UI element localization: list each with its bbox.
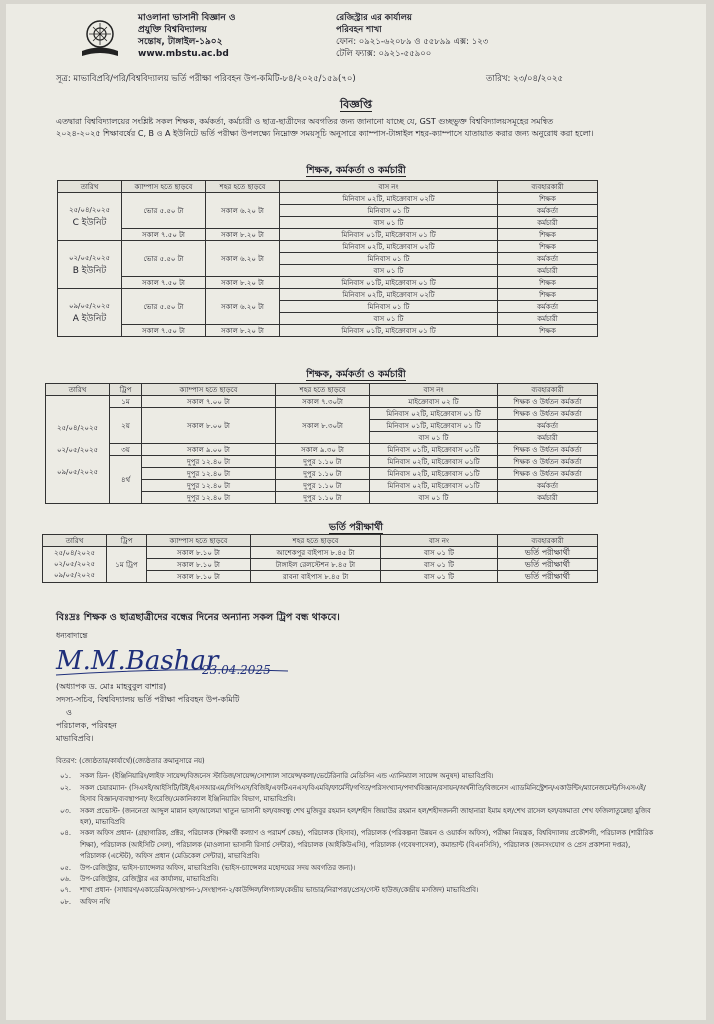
signer-title-2: পরিচালক, পরিবহন <box>56 721 117 730</box>
campus-time-cell: সকাল ৭.৫০ টা <box>122 277 206 289</box>
city-time-cell: সকাল ৮.২০ টা <box>206 325 280 337</box>
col-campus-departure: ক্যাম্পাস হতে ছাড়বে <box>147 535 251 547</box>
campus-time-cell: সকাল ৮.১০ টা <box>147 571 251 583</box>
table-row <box>46 444 598 456</box>
city-time-cell: সকাল ৮.২০ টা <box>206 277 280 289</box>
user-cell: শিক্ষক ও উর্ধতন কর্মকর্তা <box>498 456 598 468</box>
user-cell: শিক্ষক <box>498 241 598 253</box>
col-user: ব্যবহারকারী <box>498 181 598 193</box>
table-row <box>46 456 598 468</box>
campus-time-cell: সকাল ৭.৫০ টা <box>122 325 206 337</box>
col-user: ব্যবহারকারী <box>498 384 598 396</box>
user-cell: শিক্ষক <box>498 193 598 205</box>
user-cell: শিক্ষক ও উর্ধতন কর্মকর্তা <box>498 396 598 408</box>
bus-cell: মিনিবাস ০১টি, মাইক্রোবাস ০১ টি <box>280 325 498 337</box>
table2-title: শিক্ষক, কর্মকর্তা ও কর্মচারী <box>306 369 406 380</box>
col-date: তারিখ <box>58 181 122 193</box>
campus-time-cell: সকাল ৭.৫০ টা <box>122 229 206 241</box>
campus-time-cell: সকাল ৮.১০ টা <box>147 559 251 571</box>
table-row <box>46 408 598 420</box>
col-bus: বাস নং <box>381 535 498 547</box>
university-logo-icon <box>80 14 120 58</box>
university-website: www.mbstu.ac.bd <box>138 49 229 59</box>
date-cell: ২৫/০৪/২০২৫ ০২/০৫/২০২৫ ০৯/০৫/২০২৫ <box>43 547 107 583</box>
table-row <box>46 396 598 408</box>
col-user: ব্যবহারকারী <box>498 535 598 547</box>
date-cell: ২৫/০৪/২০২৫ ০২/০৫/২০২৫ ০৯/০৫/২০২৫ <box>46 396 110 504</box>
table-row <box>58 229 598 241</box>
city-time-cell: সকাল ৮.৩০টা <box>276 408 370 444</box>
user-cell: কর্মচারী <box>498 492 598 504</box>
note-line: বিঃদ্রঃ শিক্ষক ও ছাত্রছাত্রীদের বন্ধের দিনের অন্যান্য সকল ট্রিপ বন্ধ থাকবে। <box>56 612 340 623</box>
campus-time-cell: দুপুর ১২.৪০ টা <box>142 468 276 480</box>
table-header-row <box>46 384 598 396</box>
table-row <box>43 547 598 559</box>
list-item: ০৭. শাখা প্রধান- (সাধারণ/একাডেমিক/সংস্থাপন-১/সংস্থাপন-২/কাউন্সিল/লিগ্যাল/কেন্দ্রীয় ভান্ডার/নিরাপত্তা/প্রেস/গেস্ট হাউজ/কেন্দ্রীয় মসজিদ) মাভাবিপ্রবি। <box>60 886 479 895</box>
trip-cell: ৩য় <box>110 444 142 456</box>
bus-cell: মিনিবাস ০১টি, মাইক্রোবাস ০১ টি <box>280 277 498 289</box>
university-block <box>138 12 236 60</box>
office-name: রেজিস্ট্রার এর কার্যালয় <box>336 13 412 23</box>
city-time-cell: সকাল ৬.২০ টা <box>206 241 280 277</box>
candidate-schedule-table <box>42 534 598 583</box>
bus-cell: মিনিবাস ০১টি, মাইক্রোবাস ০১ টি <box>370 420 498 432</box>
trip-cell: ১ম <box>110 396 142 408</box>
staff-schedule-table-1 <box>57 180 598 337</box>
list-item: ০৫. উপ-রেজিস্ট্রার, ভাইস-চ্যান্সেলর অফিস, মাভাবিপ্রবি। (ভাইস-চ্যান্সেলর মহোদয়ের সদয় অবগতির জন্য)। <box>60 863 356 872</box>
user-cell: কর্মকর্তা <box>498 480 598 492</box>
bus-cell: মিনিবাস ০১টি, মাইক্রোবাস ০১ টি <box>280 229 498 241</box>
campus-time-cell: দুপুর ১২.৪০ টা <box>142 492 276 504</box>
user-cell: কর্মচারী <box>498 217 598 229</box>
signer-and: ও <box>66 708 72 717</box>
table3-title: ভর্তি পরীক্ষার্থী <box>329 522 383 533</box>
university-address: সন্তোষ, টাঙ্গাইল-১৯০২ <box>138 37 223 47</box>
city-time-cell: দুপুর ১.১০ টা <box>276 480 370 492</box>
city-time-cell: সকাল ৬.২০ টা <box>206 193 280 229</box>
notice-title: বিজ্ঞপ্তি <box>340 98 372 111</box>
thanks-line: ধন্যবাদান্তে <box>56 631 88 640</box>
date-cell: ০৯/০৫/২০২৫ A ইউনিট <box>58 289 122 337</box>
city-time-cell: টাঙ্গাইল রেলস্টেশন ৮.৪৫ টা <box>251 559 381 571</box>
bus-cell: বাস ০১ টি <box>280 313 498 325</box>
campus-time-cell: ভোর ৫.৫০ টা <box>122 193 206 229</box>
user-cell: ভর্তি পরীক্ষার্থী <box>498 547 598 559</box>
trip-cell: ৪র্থ <box>110 456 142 504</box>
signer-org: মাভাবিপ্রবি। <box>56 734 94 743</box>
campus-time-cell: ভোর ৫.৫০ টা <box>122 289 206 325</box>
notice-document <box>6 4 706 1020</box>
list-item: ০১. সকল ডিন- (ইঞ্জিনিয়ারিং/লাইফ সায়েন্স/বিজনেস স্টাডিজ/সায়েন্স/সোশ্যাল সায়েন্স/কলা/ভেটেরিনারি মেডিসিন এন্ড এ্যানিম্যাল সায়েন্স অনুষদ) মাভাবিপ্রবি। <box>60 772 494 781</box>
table-row <box>58 325 598 337</box>
list-item: ০২. সকল চেয়ারম্যান- (সিএসই/আইসিটি/টিই/ইএসআরএম/সিপিএস/বিজিই/এফটিএনএস/বিএমবি/ফার্মেসী/গণিত/পরিসংখ্যান/পদার্থবিজ্ঞান/রসায়ন/অর্থনীতি/বিজনেস এ্যাডমিনিস্ট্রেশন/একাউন্টিং/ম্যানেজমেন্ট/সিএসএই/হিসাব বিজ্ঞান/ব্যবস্থাপনা/ ইংরেজি/মেকানিক্যাল ইঞ্জিনিয়ারিং বিভাগ, মাভাবিপ্রবি। <box>60 783 646 804</box>
svg-text:23.04.2025: 23.04.2025 <box>202 663 271 677</box>
bus-cell: বাস ০১ টি <box>370 492 498 504</box>
table1-title: শিক্ষক, কর্মকর্তা ও কর্মচারী <box>306 165 406 176</box>
bus-cell: মিনিবাস ০২টি, মাইক্রোবাস ০২টি <box>280 241 498 253</box>
city-time-cell: সকাল ৮.২০ টা <box>206 229 280 241</box>
city-time-cell: সকাল ৬.২০ টা <box>206 289 280 325</box>
user-cell: ভর্তি পরীক্ষার্থী <box>498 571 598 583</box>
user-cell: শিক্ষক ও উর্ধতন কর্মকর্তা <box>498 444 598 456</box>
bus-cell: মিনিবাস ০১ টি <box>280 205 498 217</box>
col-bus: বাস নং <box>370 384 498 396</box>
user-cell: শিক্ষক ও উর্ধতন কর্মকর্তা <box>498 468 598 480</box>
intro-paragraph: এতদ্বারা বিশ্ববিদ্যালয়ের সংশ্লিষ্ট সকল শিক্ষক, কর্মকর্তা, কর্মচারী ও ছাত্র-ছাত্রীদের অবগতির জন্য জানানো যাচ্ছে যে, GST গুচ্ছভুক্ত বিশ্ববিদ্যালয়সমূহের সমন্বিত ২০২৪-২০২৫ শিক্ষাবর্ষের C, B ও A ইউনিটে ভর্তি পরীক্ষা উপলক্ষ্যে নিম্নোক্ত সময়সূচি অনুসারে ক্যাম্পাস-টাঙ্গাইল শহর-ক্যাম্পাসে যাতায়াত করার জন্য অনুরোধ করা হলো। <box>56 117 594 138</box>
city-time-cell: দুপুর ১.১০ টা <box>276 468 370 480</box>
handwritten-signature <box>52 641 292 679</box>
user-cell: শিক্ষক <box>498 277 598 289</box>
col-city-departure: শহর হতে ছাড়বে <box>206 181 280 193</box>
list-item: ০৬. উপ-রেজিস্ট্রার, রেজিস্ট্রার এর কার্যালয়, মাভাবিপ্রবি। <box>60 875 219 884</box>
city-time-cell: সকাল ৭.৩০টা <box>276 396 370 408</box>
office-block <box>336 12 488 60</box>
bus-cell: বাস ০১ টি <box>280 217 498 229</box>
col-date: তারিখ <box>43 535 107 547</box>
user-cell: কর্মকর্তা <box>498 420 598 432</box>
bus-cell: বাস ০১ টি <box>381 559 498 571</box>
user-cell: শিক্ষক <box>498 325 598 337</box>
table-header-row <box>58 181 598 193</box>
city-time-cell: দুপুর ১.১০ টা <box>276 456 370 468</box>
user-cell: ভর্তি পরীক্ষার্থী <box>498 559 598 571</box>
user-cell: কর্মকর্তা <box>498 253 598 265</box>
office-fax: টেলি ফ্যাক্স: ০৯২১-৫৫৯০০ <box>336 49 432 59</box>
bus-cell: বাস ০১ টি <box>370 432 498 444</box>
campus-time-cell: সকাল ৮.১০ টা <box>147 547 251 559</box>
bus-cell: মাইক্রোবাস ০২ টি <box>370 396 498 408</box>
col-trip: ট্রিপ <box>110 384 142 396</box>
user-cell: শিক্ষক ও উর্ধতন কর্মকর্তা <box>498 408 598 420</box>
user-cell: কর্মচারী <box>498 265 598 277</box>
table-row <box>58 241 598 253</box>
distribution-list <box>56 756 656 908</box>
city-time-cell: আশেকপুর বাইপাস ৮.৪৫ টা <box>251 547 381 559</box>
office-phone: ফোন: ০৯২১-৬২০৮৯ ও ৫৫৮৯৯ এক্স: ১২৩ <box>336 37 489 47</box>
bus-cell: মিনিবাস ০২টি, মাইক্রোবাস ০১টি <box>370 480 498 492</box>
col-date: তারিখ <box>46 384 110 396</box>
table-row <box>58 289 598 301</box>
university-name-line2: প্রযুক্তি বিশ্ববিদ্যালয় <box>138 25 207 35</box>
signer-name: (অধ্যাপক ড. মোঃ মাহবুবুল বাশার) <box>56 682 167 691</box>
university-name-line1: মাওলানা ভাসানী বিজ্ঞান ও <box>138 13 236 23</box>
reference-date: তারিখ: ২৩/০৪/২০২৫ <box>486 74 564 84</box>
bus-cell: বাস ০১ টি <box>381 547 498 559</box>
col-campus-departure: ক্যাম্পাস হতে ছাড়বে <box>122 181 206 193</box>
col-bus: বাস নং <box>280 181 498 193</box>
bus-cell: মিনিবাস ০১ টি <box>280 301 498 313</box>
list-item: ০৪. সকল অফিস প্রধান- (গ্রন্থাগারিক, প্রক্টর, পরিচালক (শিক্ষার্থী কল্যাণ ও পরামর্শ কেন্দ্র), পরিচালক (হিসাব), পরিচালক (পরিকল্পনা উন্নয়ন ও ওয়ার্কস অফিস), পরীক্ষা নিয়ন্ত্রক, বিশ্ববিদ্যালয় প্রকৌশলী, পরিচালক (শারীরিক শিক্ষা), পরিচালক (আইসিটি সেল), পরিচালক (মাওলানা ভাসানী রিসার্চ সেন্টার), পরিচালক (আইকিউএসি), পরিচালক (গবেষণাসেল), কমান্ডান্ট (বিএনসিসি), পরিচালক (জনসংযোগ ও প্রেস প্রকাশনা দপ্তর), পরিচালক (এস্টেট), অফিস প্রধান (মেডিকেল সেন্টার), মাভাবিপ্রবি। <box>60 829 654 861</box>
office-branch: পরিবহন শাখা <box>336 25 382 35</box>
bus-cell: মিনিবাস ০২টি, মাইক্রোবাস ০১টি <box>370 456 498 468</box>
col-city-departure: শহর হতে ছাড়বে <box>276 384 370 396</box>
city-time-cell: দুপুর ১.১০ টা <box>276 492 370 504</box>
user-cell: শিক্ষক <box>498 229 598 241</box>
trip-cell: ১ম ট্রিপ <box>107 547 147 583</box>
staff-schedule-table-2 <box>45 383 598 504</box>
col-campus-departure: ক্যাম্পাস হতে ছাড়বে <box>142 384 276 396</box>
reference-line <box>56 72 616 86</box>
bus-cell: মিনিবাস ০২টি, মাইক্রোবাস ০২টি <box>280 289 498 301</box>
user-cell: কর্মচারী <box>498 313 598 325</box>
campus-time-cell: দুপুর ১২.৪০ টা <box>142 480 276 492</box>
bus-cell: মিনিবাস ০১টি, মাইক্রোবাস ০১টি <box>370 444 498 456</box>
campus-time-cell: সকাল ৯.০০ টা <box>142 444 276 456</box>
city-time-cell: রাবনা বাইপাস ৮.৪৫ টা <box>251 571 381 583</box>
bus-cell: বাস ০১ টি <box>280 265 498 277</box>
col-city-departure: শহর হতে ছাড়বে <box>251 535 381 547</box>
bus-cell: মিনিবাস ০২টি, মাইক্রোবাস ০১ টি <box>370 408 498 420</box>
table-row <box>58 193 598 205</box>
distribution-heading: বিতরণ: (জ্যেষ্ঠতার/কার্যার্থে)(জ্যেষ্ঠতার ক্রমানুসারে নয়) <box>56 757 205 765</box>
bus-cell: মিনিবাস ০২টি, মাইক্রোবাস ০২টি <box>280 193 498 205</box>
list-item: ০৮. অফিস নথি <box>60 897 110 906</box>
campus-time-cell: ভোর ৫.৫০ টা <box>122 241 206 277</box>
trip-cell: ২য় <box>110 408 142 444</box>
user-cell: কর্মকর্তা <box>498 301 598 313</box>
date-cell: ২৫/০৪/২০২৫ C ইউনিট <box>58 193 122 241</box>
date-cell: ০২/০৫/২০২৫ B ইউনিট <box>58 241 122 289</box>
col-trip: ট্রিপ <box>107 535 147 547</box>
signer-title: সদস্য-সচিব, বিশ্ববিদ্যালয় ভর্তি পরীক্ষা পরিবহন উপ-কমিটি <box>56 695 240 704</box>
svg-text:M.M.Bashar: M.M.Bashar <box>56 646 219 676</box>
letterhead <box>46 8 686 70</box>
bus-cell: মিনিবাস ০১ টি <box>280 253 498 265</box>
user-cell: শিক্ষক <box>498 289 598 301</box>
user-cell: কর্মচারী <box>498 432 598 444</box>
user-cell: কর্মকর্তা <box>498 205 598 217</box>
list-item: ০৩. সকল প্রভোস্ট- (জননেতা আব্দুল মান্নান হল/আলেমা খাতুন ভাসানী হল/বঙ্গবন্ধু শেখ মুজিবুর রহমান হল/শহীদ জিয়াউর রহমান হল/শহীদজননী জাহানারা ইমাম হল/শেখ রাসেল হল/বঙ্গমাতা শেখ ফজিলাতুন্নেছা মুজিব হল), মাভাবিপ্রবি <box>60 806 651 827</box>
reference-number: সূত্র: মাভাবিপ্রবি/পরি/বিশ্ববিদ্যালয় ভর্তি পরীক্ষা পরিবহন উপ-কমিটি-৮৪/২০২৫/১৫৯(৭০) <box>56 74 356 84</box>
bus-cell: বাস ০১ টি <box>381 571 498 583</box>
bus-cell: মিনিবাস ০২টি, মাইক্রোবাস ০১টি <box>370 468 498 480</box>
city-time-cell: সকাল ৯.৩০ টা <box>276 444 370 456</box>
campus-time-cell: দুপুর ১২.৪০ টা <box>142 456 276 468</box>
campus-time-cell: সকাল ৭.০০ টা <box>142 396 276 408</box>
signer-block <box>56 680 239 745</box>
table-row <box>58 277 598 289</box>
campus-time-cell: সকাল ৮.০০ টা <box>142 408 276 444</box>
table-header-row <box>43 535 598 547</box>
